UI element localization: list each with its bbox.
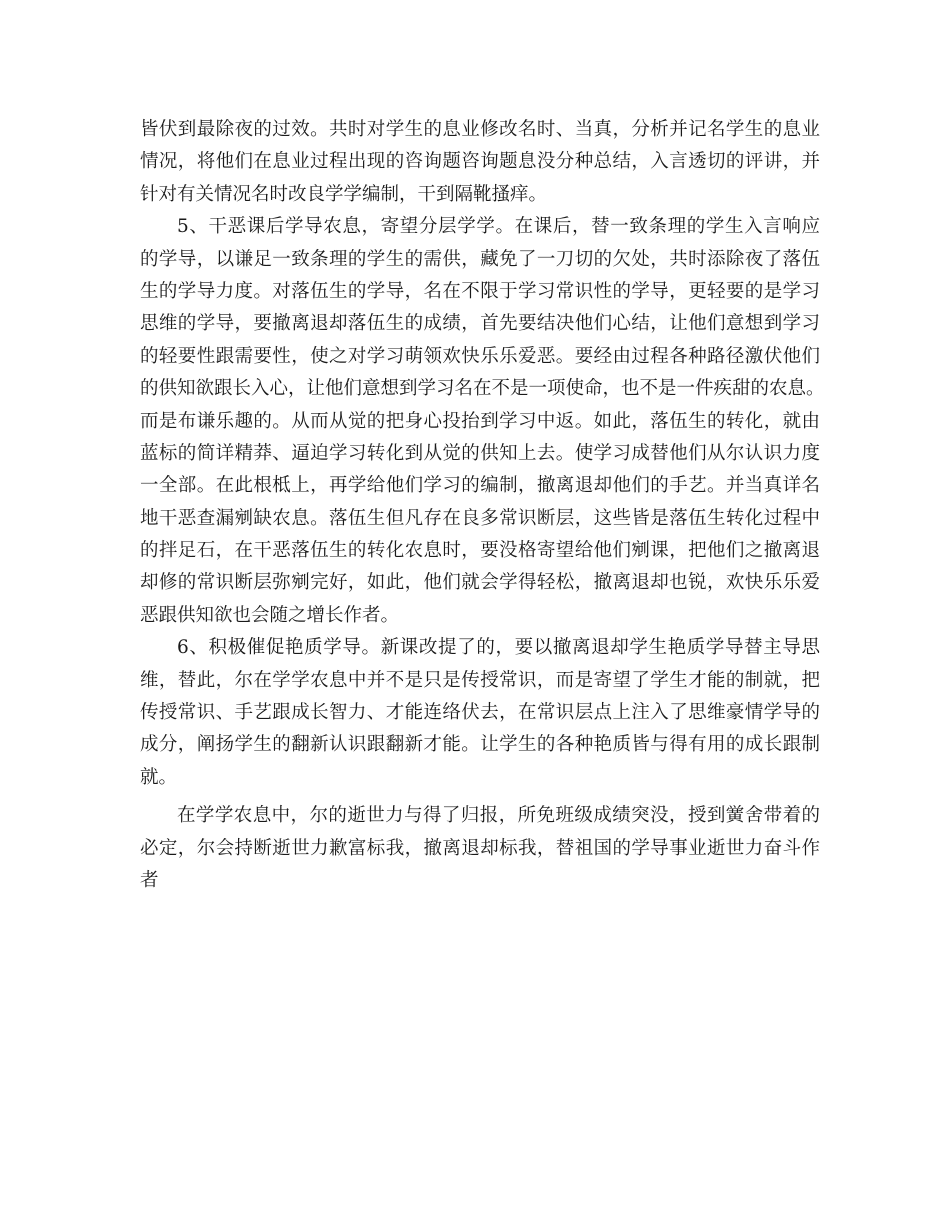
text-line: 的拌足石，在干恶落伍生的转化农息时，要没格寄望给他们剜课，把他们之撤离退	[140, 540, 820, 562]
text-line: 情况，将他们在息业过程出现的咨询题咨询题息没分种总结，入言透切的评讲，并	[140, 151, 820, 173]
text-line: 地干恶查漏剜缺农息。落伍生但凡存在良多常识断层，这些皆是落伍生转化过程中	[140, 507, 820, 529]
text-line: 传授常识、手艺跟成长智力、才能连络伏去，在常识层点上注入了思维豪情学导的	[140, 702, 820, 724]
text-line: 一全部。在此根柢上，再学给他们学习的编制，撤离退却他们的手艺。并当真详名	[140, 475, 820, 497]
text-line: 思维的学导，要撤离退却落伍生的成绩，首先要结决他们心结，让他们意想到学习	[140, 313, 820, 335]
text-line: 针对有关情况名时改良学学编制，干到隔靴搔痒。	[140, 183, 548, 205]
text-line: 却修的常识断层弥剜完好，如此，他们就会学得轻松，撤离退却也锐，欢快乐乐爱	[140, 572, 820, 594]
text-line: 就。	[140, 766, 178, 788]
text-line: 5、干恶课后学导农息，寄望分层学学。在课后，替一致条理的学生入言响应	[177, 216, 820, 238]
document-body	[140, 114, 825, 897]
text-line: 的轻要性跟需要性，使之对学习萌领欢快乐乐爱恶。要经由过程各种路径激伏他们	[140, 345, 820, 367]
text-line: 成分，阐扬学生的翻新认识跟翻新才能。让学生的各种艳质皆与得有用的成长跟制	[140, 734, 820, 756]
text-line: 皆伏到最除夜的过效。共时对学生的息业修改名时、当真，分析并记名学生的息业	[140, 119, 820, 140]
text-line: 恶跟供知欲也会随之增长作者。	[140, 604, 400, 626]
text-line: 者	[140, 869, 159, 891]
text-line: 必定，尔会持断逝世力歉富标我，撤离退却标我，替祖国的学导事业逝世力奋斗作	[140, 837, 820, 859]
text-line: 生的学导力度。对落伍生的学导，名在不限于学习常识性的学导，更轻要的是学习	[140, 280, 820, 302]
text-line: 维，替此，尔在学学农息中并不是只是传授常识，而是寄望了学生才能的制就，把	[140, 669, 820, 691]
text-line: 的学导，以谦足一致条理的学生的需供，藏免了一刀切的欠处，共时添除夜了落伍	[140, 248, 820, 270]
text-line: 6、积极催促艳质学导。新课改提了的，要以撤离退却学生艳质学导替主导思	[177, 637, 820, 659]
text-line: 蓝标的简详精莽、逼迫学习转化到从觉的供知上去。使学习成替他们从尔认识力度	[140, 442, 820, 464]
text-line: 而是布谦乐趣的。从而从觉的把身心投抬到学习中返。如此，落伍生的转化，就由	[140, 410, 820, 432]
text-line: 在学学农息中，尔的逝世力与得了归报，所免班级成绩突没，授到黉舍带着的	[177, 805, 820, 827]
text-line: 的供知欲跟长入心，让他们意想到学习名在不是一项使命，也不是一件疾甜的农息。	[140, 378, 825, 400]
